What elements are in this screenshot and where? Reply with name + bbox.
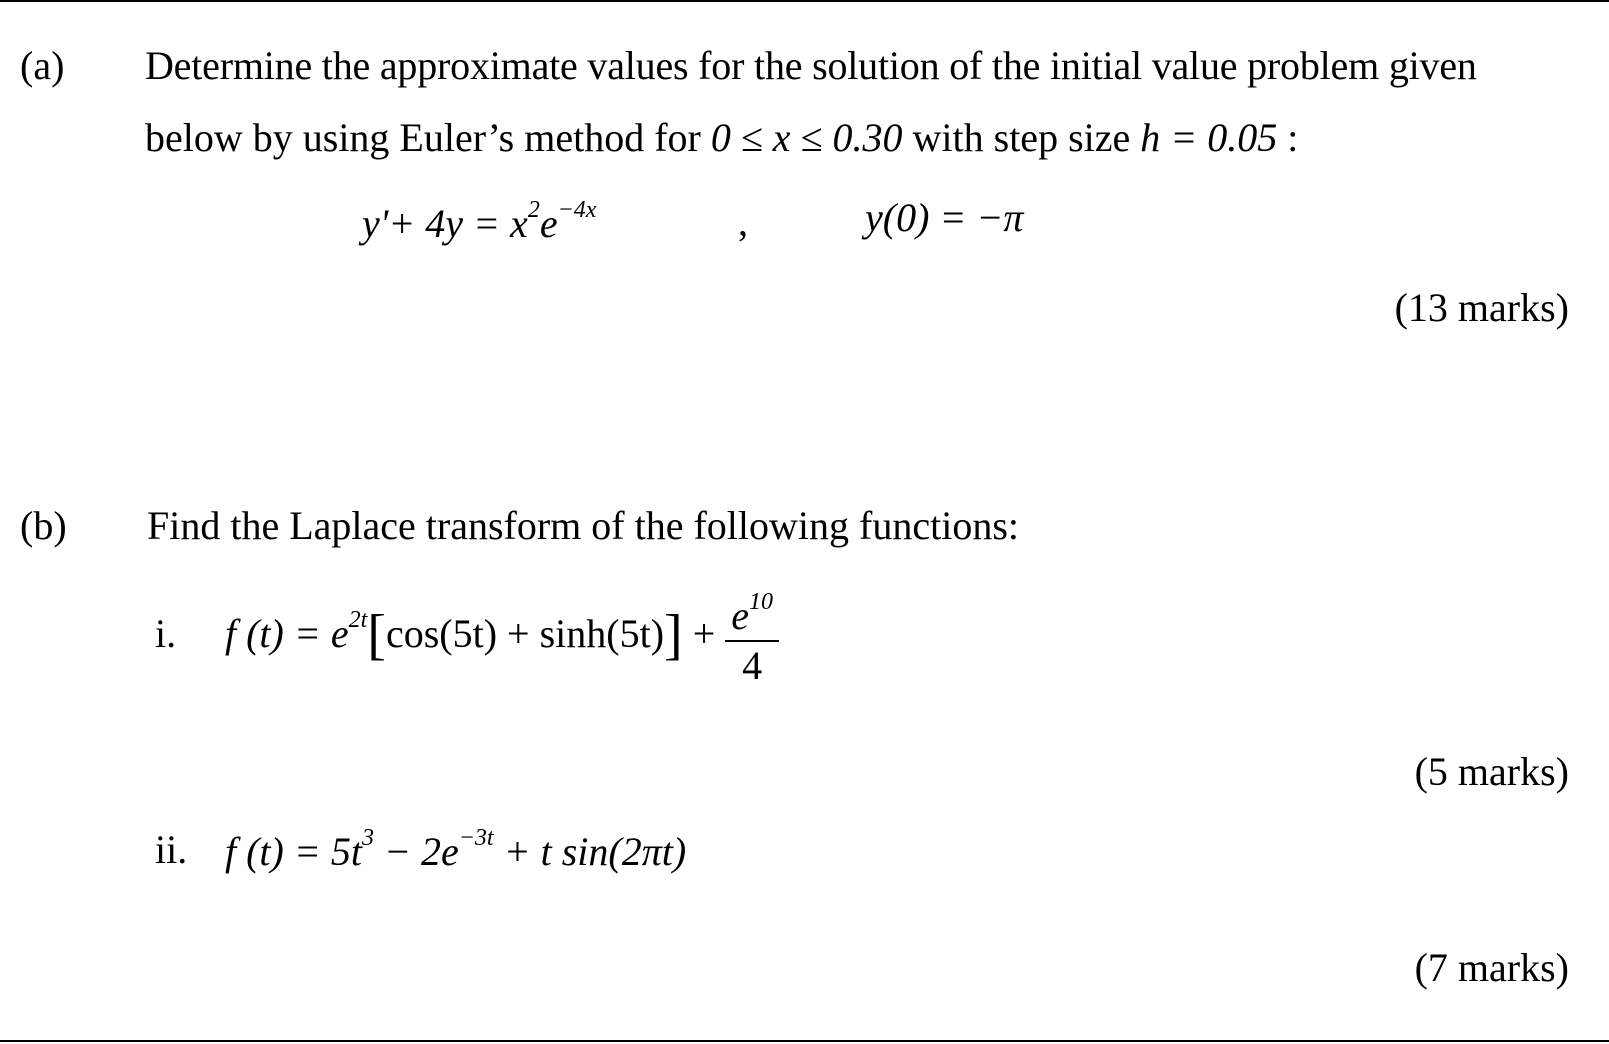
part-a-marks: (13 marks) [1394,285,1569,330]
item-i-lbracket: [ [367,604,386,667]
item-i-exp: 2t [348,607,368,634]
ode-equation [362,198,596,244]
part-b-instruction: Find the Laplace transform of the following functions: [147,503,1020,548]
part-b-label: (b) [20,503,67,548]
item-ii-formula [225,826,686,872]
ode-exp2: −4x [557,197,597,223]
item-i-plus: + [682,611,726,657]
bottom-rule [0,1040,1609,1042]
item-ii-part3: + t sin(2πt) [493,829,687,874]
item-i-rbracket: ] [664,604,683,667]
step-size: h = 0.05 [1140,115,1278,160]
item-ii-part2: − 2e [373,829,459,874]
item-ii-part1: f (t) = 5t [225,829,362,874]
frac-num-exp: 10 [749,589,774,615]
frac-denominator: 4 [742,643,763,688]
initial-condition: y(0) = −π [865,195,1024,240]
ode-lhs: y'+ 4y = x [362,201,528,246]
ode-e: e [539,201,558,246]
item-ii-exp1: 3 [361,825,374,851]
item-i-formula [225,590,779,686]
line2-suffix: : [1277,115,1299,160]
x-range: 0 ≤ x ≤ 0.30 [710,115,903,160]
item-i-fraction [725,590,779,686]
part-a-label: (a) [20,43,65,88]
part-a-line1: Determine the approximate values for the solution of the initial value problem given [145,43,1477,88]
line2-prefix: below by using Euler’s method for [145,115,711,160]
item-ii-exp2: −3t [458,825,494,851]
item-i-lhs: f (t) = e [225,611,349,657]
ode-exp1: 2 [527,197,540,223]
item-ii-marks: (7 marks) [1414,945,1569,990]
item-i-marks: (5 marks) [1414,749,1569,794]
frac-numerator [725,590,779,642]
part-a-line2 [145,115,1299,160]
item-ii-label: ii. [155,827,188,872]
frac-num-base: e [731,593,750,638]
line2-mid: with step size [902,115,1141,160]
top-rule [0,0,1609,2]
item-i-label: i. [155,611,177,656]
ode-separator: , [738,199,748,244]
item-i-body: cos(5t) + sinh(5t) [385,611,665,657]
